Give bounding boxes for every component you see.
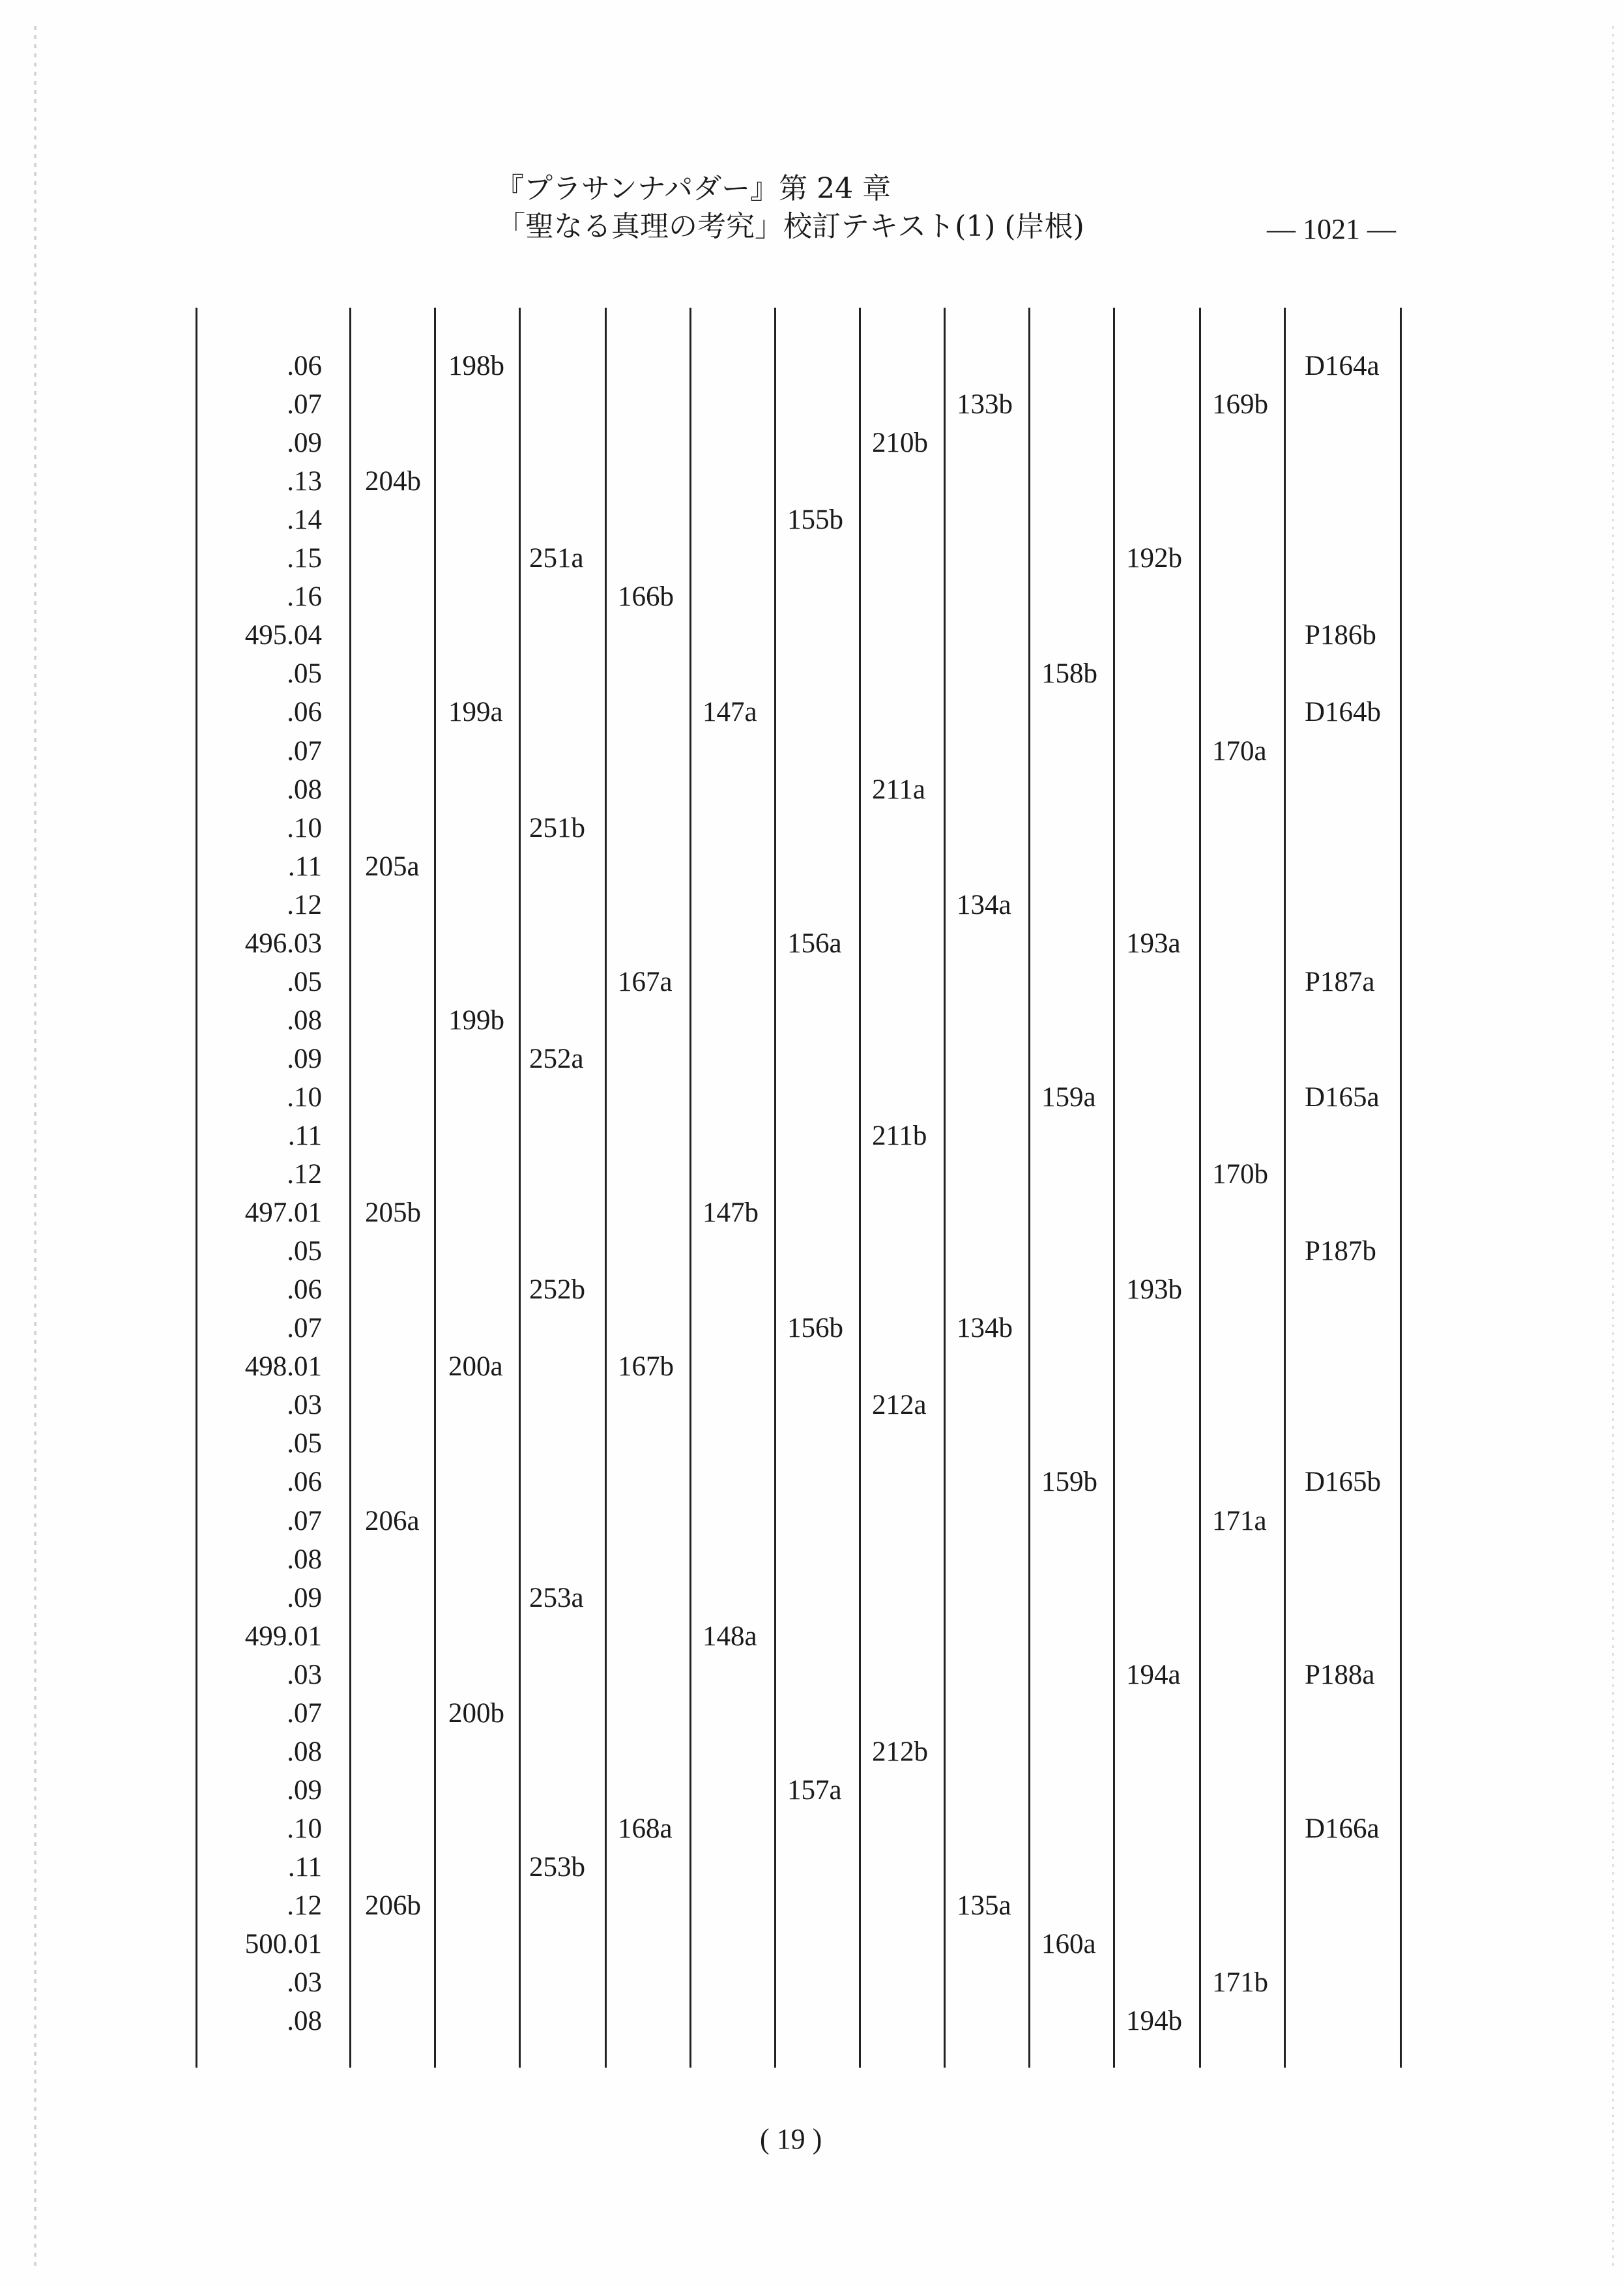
folio-entry: 253a — [529, 1582, 584, 1613]
reference-number: .05 — [287, 1236, 322, 1267]
column-rule — [1113, 308, 1115, 2068]
reference-number: .10 — [287, 812, 322, 843]
reference-number: 496.03 — [244, 928, 322, 959]
reference-number: .14 — [287, 505, 322, 536]
folio-entry: 171a — [1212, 1505, 1267, 1536]
reference-number: .07 — [287, 389, 322, 420]
folio-entry: 193b — [1126, 1274, 1182, 1306]
folio-entry: 157a — [787, 1774, 842, 1806]
reference-number: .07 — [287, 1313, 322, 1344]
folio-entry: 211b — [872, 1121, 927, 1151]
reference-number: .09 — [287, 1043, 322, 1074]
column-rule — [519, 308, 521, 2068]
folio-entry: 210b — [872, 428, 928, 459]
folio-entry: 168a — [618, 1813, 673, 1844]
reference-number: .16 — [287, 581, 322, 613]
reference-number: .06 — [287, 351, 322, 381]
folio-entry: 199b — [448, 1004, 504, 1036]
reference-number: .07 — [287, 735, 322, 767]
folio-entry: 159a — [1041, 1081, 1096, 1113]
folio-entry: 155b — [787, 505, 843, 536]
column-rule — [774, 308, 776, 2068]
reference-number: .08 — [287, 774, 322, 805]
reference-number: .11 — [287, 1851, 322, 1883]
folio-entry: 147a — [703, 697, 757, 728]
folio-entry: 206b — [365, 1890, 421, 1921]
folio-entry: 159b — [1041, 1467, 1097, 1498]
folio-entry: D164a — [1305, 351, 1380, 381]
folio-entry: 167b — [618, 1351, 674, 1383]
folio-entry: 211a — [872, 774, 925, 805]
folio-entry: 166b — [618, 581, 674, 613]
reference-number: 498.01 — [244, 1351, 322, 1383]
reference-number: .07 — [287, 1505, 322, 1536]
column-rule — [859, 308, 861, 2068]
reference-number: .03 — [287, 1390, 322, 1421]
folio-entry: 212a — [872, 1390, 927, 1421]
reference-number: .07 — [287, 1697, 322, 1729]
reference-number: .06 — [287, 1274, 322, 1306]
folio-entry: 170b — [1212, 1159, 1268, 1190]
folio-entry: 134a — [957, 889, 1011, 920]
folio-entry: 167a — [618, 966, 673, 997]
folio-entry: 193a — [1126, 928, 1181, 959]
reference-number: .13 — [287, 466, 322, 497]
reference-number: .12 — [287, 1159, 322, 1190]
folio-entry: 205a — [365, 851, 420, 882]
folio-entry: 200b — [448, 1697, 504, 1729]
reference-number: .15 — [287, 543, 322, 574]
folio-entry: P187b — [1305, 1236, 1376, 1267]
folio-entry: 192b — [1126, 543, 1182, 574]
reference-number: .08 — [287, 2006, 322, 2037]
reference-number: 495.04 — [244, 620, 322, 651]
folio-entry: 148a — [703, 1620, 757, 1652]
reference-number: .09 — [287, 1582, 322, 1613]
folio-entry: 134b — [957, 1313, 1013, 1344]
folio-entry: 212b — [872, 1736, 928, 1767]
folio-entry: 194b — [1126, 2006, 1182, 2037]
page-number: — 1021 — — [1267, 213, 1396, 245]
column-rule — [605, 308, 607, 2068]
folio-entry: 204b — [365, 466, 421, 497]
column-rule — [689, 308, 691, 2068]
running-title-line-1: 『プラサンナパダー』第 24 章 — [495, 172, 892, 205]
folio-entry: 156b — [787, 1313, 843, 1344]
column-rule — [1199, 308, 1201, 2068]
reference-number: .12 — [287, 1890, 322, 1921]
folio-entry: 156a — [787, 928, 842, 959]
folio-entry: 205b — [365, 1197, 421, 1229]
column-rule — [1028, 308, 1030, 2068]
folio-entry: 252a — [529, 1043, 584, 1074]
folio-entry: 160a — [1041, 1929, 1096, 1960]
folio-entry: P186b — [1305, 620, 1376, 651]
folio-entry: 251b — [529, 812, 585, 843]
footer-page-number: ( 19 ) — [760, 2123, 822, 2155]
folio-entry: P188a — [1305, 1659, 1375, 1690]
reference-number: .06 — [287, 697, 322, 728]
reference-number: .09 — [287, 1774, 322, 1806]
folio-entry: 206a — [365, 1505, 420, 1536]
folio-entry: 135a — [957, 1890, 1011, 1921]
folio-entry: 171b — [1212, 1967, 1268, 1999]
column-rule — [944, 308, 946, 2068]
reference-number: .12 — [287, 889, 322, 920]
folio-entry: 133b — [957, 389, 1013, 420]
reference-number: .03 — [287, 1967, 322, 1999]
running-title-line-2: 「聖なる真理の考究」校訂テキスト(1) (岸根) — [497, 210, 1084, 243]
folio-entry: 158b — [1041, 658, 1097, 690]
reference-number: 497.01 — [244, 1197, 322, 1229]
reference-number: .05 — [287, 1428, 322, 1459]
scan-edge-right — [1612, 26, 1614, 2268]
reference-number: .10 — [287, 1081, 322, 1113]
reference-number: .08 — [287, 1736, 322, 1767]
reference-number: .10 — [287, 1813, 322, 1844]
reference-number: .05 — [287, 658, 322, 690]
folio-entry: D164b — [1305, 697, 1382, 728]
reference-number: .03 — [287, 1659, 322, 1690]
reference-number: .11 — [287, 851, 322, 882]
reference-number: 499.01 — [244, 1620, 322, 1652]
folio-entry: 194a — [1126, 1659, 1181, 1690]
scan-edge-left — [34, 26, 36, 2268]
folio-entry: 170a — [1212, 735, 1267, 767]
reference-number: .05 — [287, 966, 322, 997]
folio-entry: 253b — [529, 1851, 585, 1883]
reference-number: .06 — [287, 1467, 322, 1498]
reference-number: 500.01 — [244, 1929, 322, 1960]
folio-entry: D166a — [1305, 1813, 1380, 1844]
folio-entry: P187a — [1305, 966, 1375, 997]
column-rule — [1400, 308, 1402, 2068]
folio-entry: 169b — [1212, 389, 1268, 420]
reference-number: .08 — [287, 1544, 322, 1575]
folio-entry: 252b — [529, 1274, 585, 1306]
column-rule — [349, 308, 351, 2068]
folio-entry: 199a — [448, 697, 503, 728]
reference-number: .11 — [287, 1121, 322, 1151]
reference-number: .09 — [287, 428, 322, 459]
folio-entry: 147b — [703, 1197, 759, 1229]
column-rule — [1284, 308, 1286, 2068]
folio-entry: D165b — [1305, 1467, 1382, 1498]
folio-entry: D165a — [1305, 1081, 1380, 1113]
folio-entry: 200a — [448, 1351, 503, 1383]
folio-entry: 198b — [448, 351, 504, 381]
folio-entry: 251a — [529, 543, 584, 574]
reference-number: .08 — [287, 1004, 322, 1036]
column-rule — [434, 308, 436, 2068]
